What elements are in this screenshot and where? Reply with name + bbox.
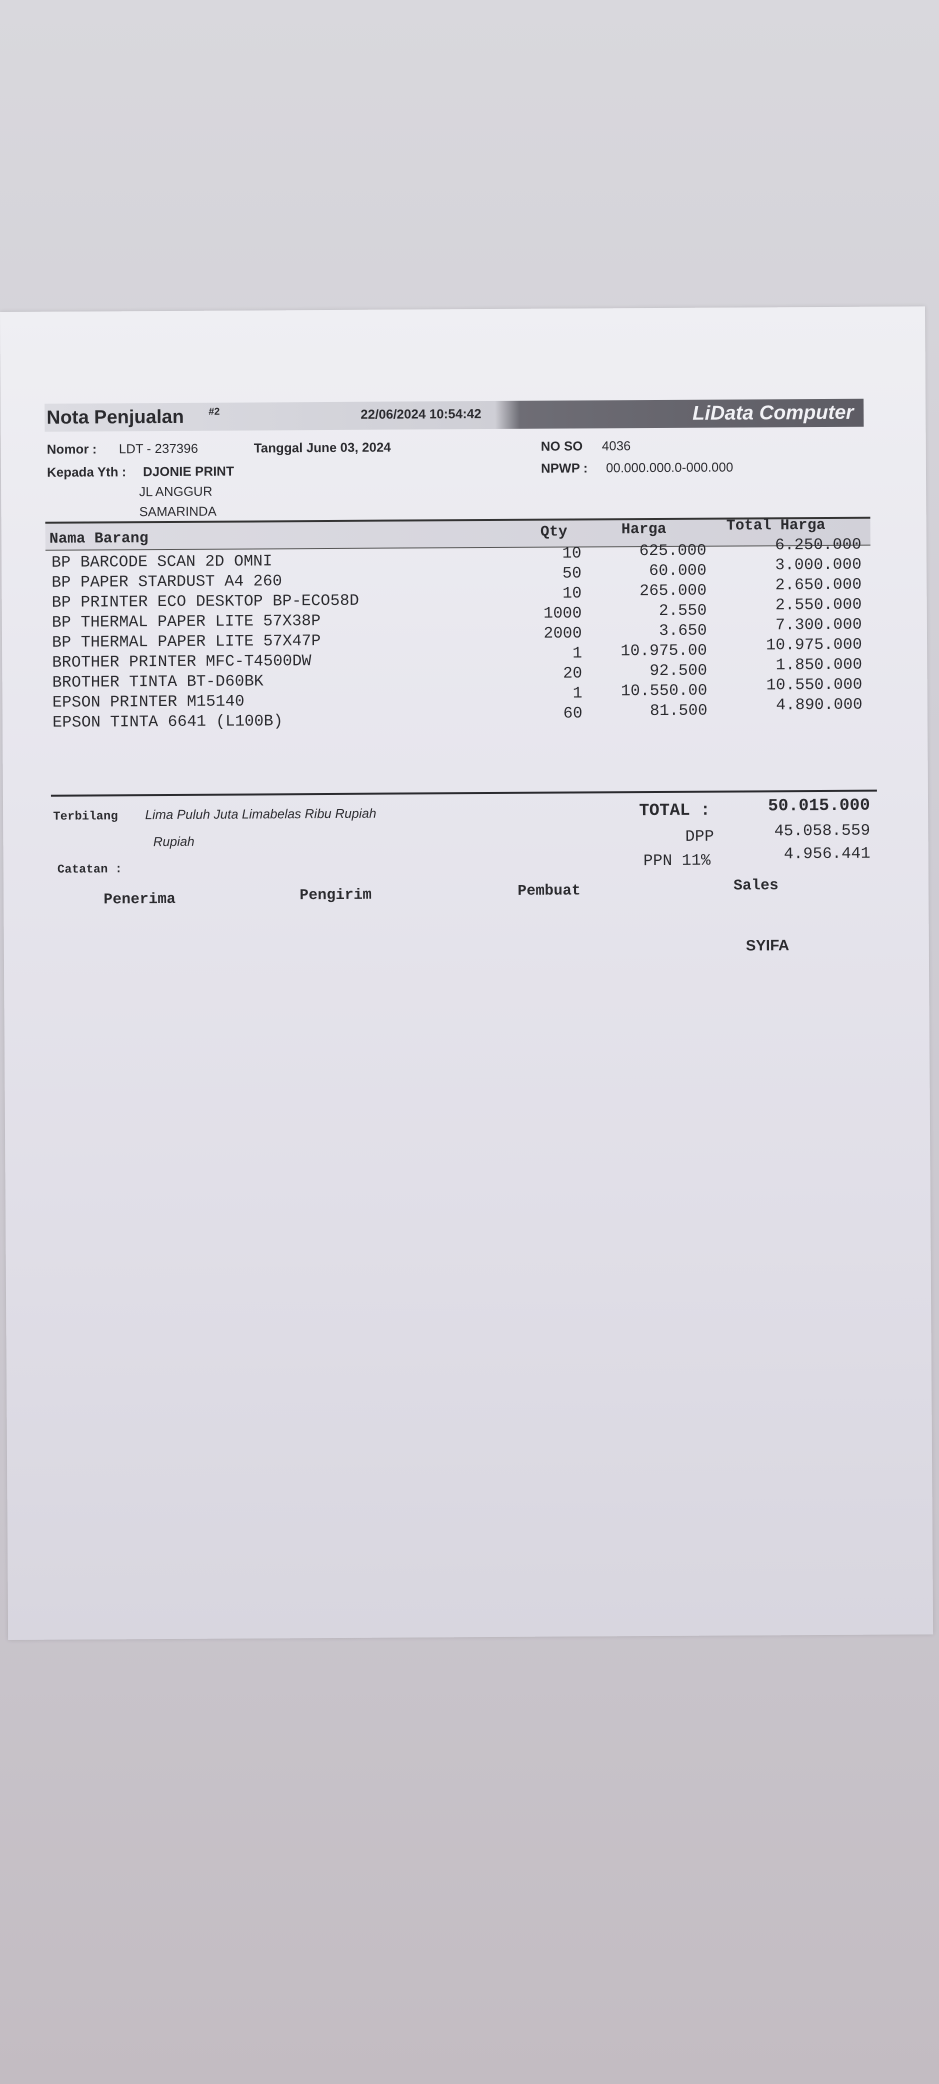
catatan-label: Catatan : <box>57 862 123 877</box>
item-name: BP THERMAL PAPER LITE 57X47P <box>51 632 321 652</box>
kepada-label: Kepada Yth : <box>46 464 127 480</box>
col-qty-header: Qty <box>540 523 568 541</box>
item-total: 2.550.000 <box>775 595 862 615</box>
item-price: 625.000 <box>639 541 707 561</box>
item-qty: 2000 <box>543 624 583 643</box>
terbilang-label: Terbilang <box>53 809 118 824</box>
invoice-paper <box>0 306 933 1640</box>
item-total: 4.890.000 <box>775 695 863 715</box>
terbilang-text: Lima Puluh Juta Limabelas Ribu Rupiah <box>145 805 377 823</box>
item-total: 3.000.000 <box>775 555 862 575</box>
item-qty: 20 <box>562 664 583 683</box>
col-price-header: Harga <box>621 520 667 539</box>
penerima-label: Penerima <box>103 890 176 909</box>
item-qty: 1 <box>572 644 583 663</box>
item-price: 265.000 <box>639 581 707 601</box>
item-total: 10.550.000 <box>766 675 863 695</box>
item-total: 6.250.000 <box>774 535 862 555</box>
sales-label: Sales <box>733 877 779 895</box>
item-name: BP THERMAL PAPER LITE 57X38P <box>51 612 321 632</box>
col-name-header: Nama Barang <box>49 530 149 548</box>
item-name: BROTHER PRINTER MFC-T4500DW <box>52 652 312 672</box>
address-line2: SAMARINDA <box>139 503 217 520</box>
item-total: 2.650.000 <box>775 575 862 595</box>
total-value: 50.015.000 <box>767 796 871 817</box>
item-total: 1.850.000 <box>775 655 863 675</box>
nomor-label: Nomor : <box>46 441 97 457</box>
total-label: TOTAL : <box>639 801 711 822</box>
item-name: EPSON TINTA 6641 (L100B) <box>52 712 283 732</box>
item-total: 7.300.000 <box>775 615 862 635</box>
item-qty: 10 <box>562 544 582 563</box>
item-name: BP PAPER STARDUST A4 260 <box>51 572 283 592</box>
npwp-value: 00.000.000.0-000.000 <box>605 459 734 476</box>
pembuat-label: Pembuat <box>517 882 581 900</box>
item-price: 3.650 <box>658 621 708 640</box>
item-price: 10.550.00 <box>620 681 708 701</box>
item-name: BP PRINTER ECO DESKTOP BP-ECO58D <box>51 591 360 612</box>
item-price: 2.550 <box>658 601 707 620</box>
item-total: 10.975.000 <box>765 635 863 655</box>
item-price: 81.500 <box>649 701 708 721</box>
item-price: 60.000 <box>648 561 707 581</box>
item-qty: 1000 <box>543 604 582 623</box>
item-price: 10.975.00 <box>620 641 708 661</box>
no-so-label: NO SO <box>540 438 583 454</box>
item-qty: 60 <box>563 704 583 723</box>
invoice-date: Tanggal June 03, 2024 <box>253 439 391 456</box>
item-qty: 50 <box>562 564 582 583</box>
copy-marker: #2 <box>208 406 220 418</box>
dpp-label: DPP <box>685 827 715 846</box>
item-name: EPSON PRINTER M15140 <box>52 692 245 712</box>
item-price: 92.500 <box>649 661 708 681</box>
nomor-value: LDT - 237396 <box>118 440 199 457</box>
item-name: BP BARCODE SCAN 2D OMNI <box>51 552 273 572</box>
pengirim-label: Pengirim <box>299 886 372 905</box>
item-qty: 10 <box>562 584 582 603</box>
ppn-value: 4.956.441 <box>783 844 871 864</box>
npwp-label: NPWP : <box>540 460 588 476</box>
document-title: Nota Penjualan <box>46 406 184 429</box>
terbilang-text-2: Rupiah <box>153 833 195 850</box>
print-datetime: 22/06/2024 10:54:42 <box>360 406 482 422</box>
item-name: BROTHER TINTA BT-D60BK <box>52 672 264 692</box>
summary-divider <box>51 790 877 797</box>
ppn-label: PPN 11% <box>643 851 711 871</box>
company-logo: LiData Computer <box>692 401 854 425</box>
address-line1: JL ANGGUR <box>139 483 213 500</box>
sales-name: SYIFA <box>745 937 790 955</box>
no-so-value: 4036 <box>601 438 631 454</box>
dpp-value: 45.058.559 <box>774 821 871 841</box>
col-total-header: Total Harga <box>726 516 826 535</box>
item-qty: 1 <box>572 684 583 703</box>
customer-name: DJONIE PRINT <box>142 463 235 480</box>
